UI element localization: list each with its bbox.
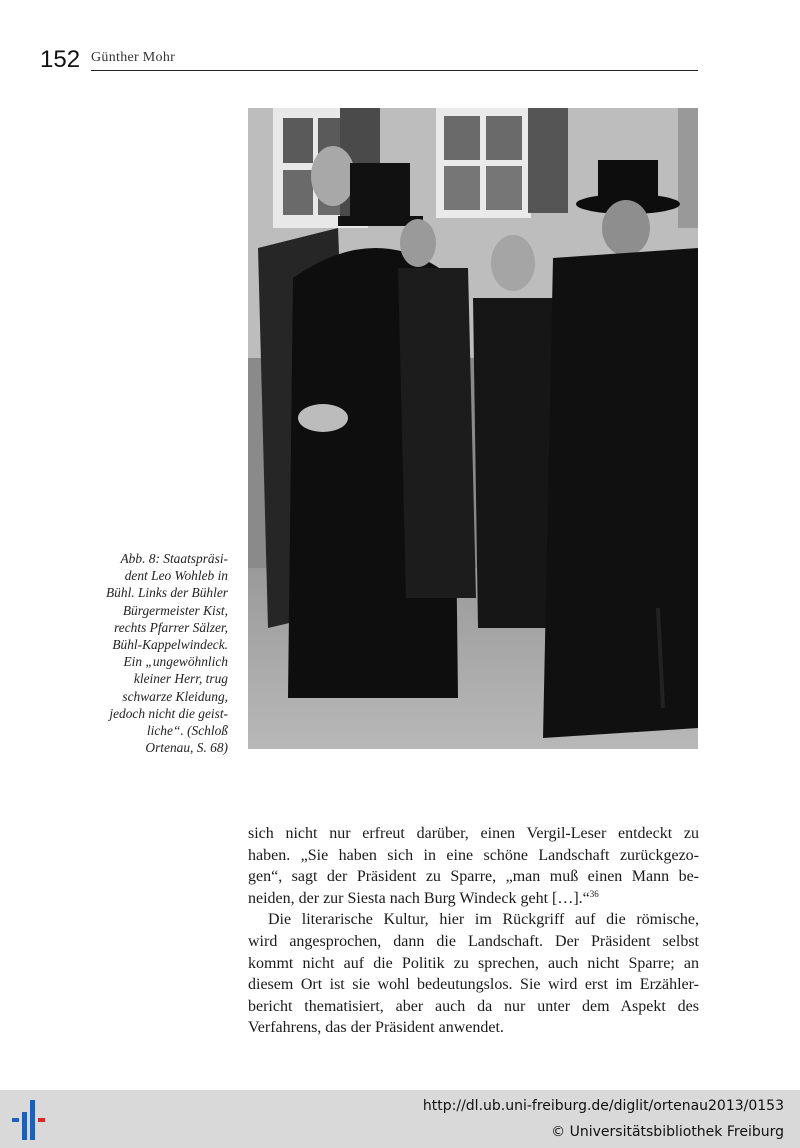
paragraph-line: Die literarische Kultur, hier im Rückgriff auf die römische, xyxy=(268,911,699,929)
caption-line: Bühl. Links der Bühler xyxy=(106,585,228,601)
paragraph-line: diesem Ort ist sie wohl bedeutungslos. Sie wird erst im Erzähler- xyxy=(248,976,699,994)
figure-caption xyxy=(60,550,228,756)
caption-line: Bühl-Kappelwindeck. xyxy=(112,637,228,653)
historic-photo-icon xyxy=(248,108,698,749)
caption-line: Bürgermeister Kist, xyxy=(122,602,228,618)
header-rule xyxy=(91,70,698,71)
source-url[interactable]: http://dl.ub.uni-freiburg.de/diglit/ortenau2013/0153 xyxy=(422,1098,784,1114)
body-text xyxy=(248,823,699,1039)
running-head: Günther Mohr xyxy=(91,50,176,65)
page-number: 152 xyxy=(40,46,81,73)
caption-line: rechts Pfarrer Sälzer, xyxy=(114,619,228,635)
caption-line: kleiner Herr, trug xyxy=(133,671,228,687)
paragraph-text: neiden, der zur Siesta nach Burg Windeck geht […].“ xyxy=(248,889,590,907)
paragraph-line: Verfahrens, das der Präsident anwendet. xyxy=(248,1019,504,1037)
caption-line: dent Leo Wohleb in xyxy=(124,568,228,584)
paragraph-line: wird angesprochen, dann die Landschaft. Der Präsident selbst xyxy=(248,932,699,950)
figure-photo xyxy=(248,108,698,749)
paragraph-line: gen“, sagt der Präsident zu Sparre, „man muß einen Mann be- xyxy=(248,868,699,886)
caption-line: Abb. 8: Staatspräsi- xyxy=(120,551,228,566)
paragraph-last-line xyxy=(248,888,699,910)
paragraph-line: sich nicht nur erfreut darüber, einen Vergil-Leser entdeckt zu xyxy=(248,825,699,842)
caption-line: liche“. (Schloß xyxy=(146,723,228,739)
paragraph-line: kommt nicht auf die Politik zu sprechen, auch nicht Sparre; an xyxy=(248,954,699,972)
caption-line: jedoch nicht die geist- xyxy=(109,705,228,721)
ub-freiburg-logo-icon xyxy=(10,1098,50,1142)
caption-line: Ein „ungewöhnlich xyxy=(123,654,228,670)
caption-line: schwarze Kleidung, xyxy=(122,688,228,704)
caption-line: Ortenau, S. 68) xyxy=(145,740,228,756)
footnote-ref[interactable]: 36 xyxy=(589,888,599,899)
paragraph-line: haben. „Sie haben sich in eine schöne Landschaft zurückgezo- xyxy=(248,846,699,864)
paragraph-line: bericht thematisiert, aber auch da nur unter dem Aspekt des xyxy=(248,997,699,1015)
copyright-notice: © Universitätsbibliothek Freiburg xyxy=(551,1124,784,1140)
